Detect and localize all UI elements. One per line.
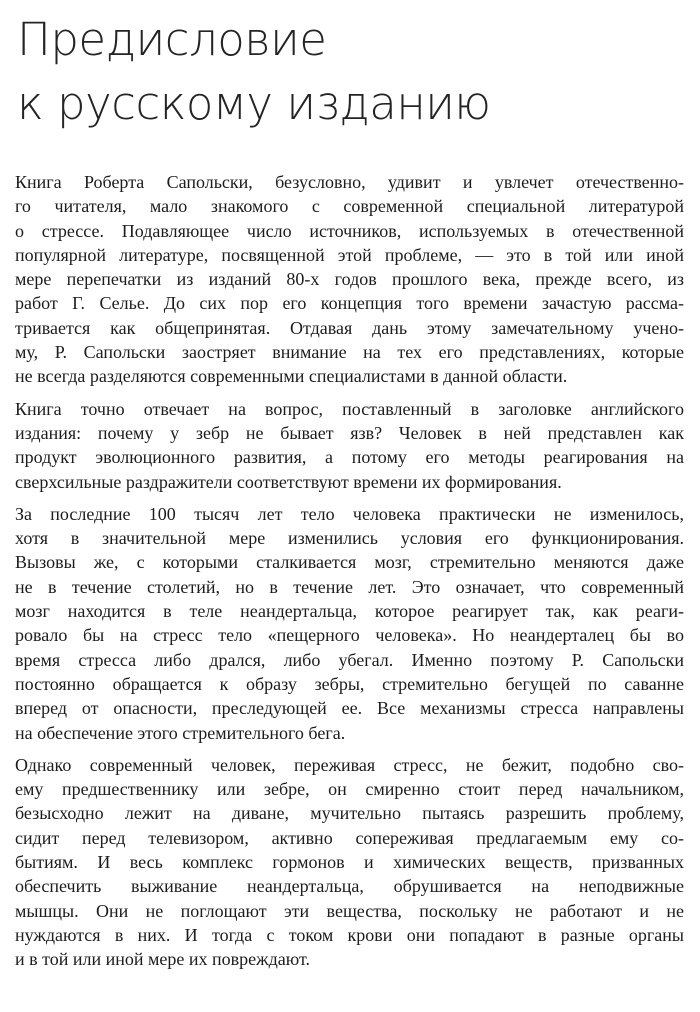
page-title [17,8,490,136]
title-line-2: к русскому изданию [17,77,491,130]
text-line: За последние 100 тысяч лет тело человека практически не изменилось, [15,503,684,524]
text-line: го читателя, мало знакомого с современной специальной литературой [15,196,684,217]
text-line: ему предшественнику или зебре, он смиренно стоит перед начальником, [15,779,684,800]
text-line: обеспечить выживание неандертальца, обрушивается на неподвижные [15,876,684,897]
text-line: Вызовы же, с которыми сталкивается мозг, стремительно меняются даже [15,552,684,573]
paragraph-2 [15,397,684,494]
text-line: му, Р. Сапольски заостряет внимание на тех его представлениях, которые [15,342,684,363]
text-line: на обеспечение этого стремительного бега. [15,722,346,743]
text-line: Книга Роберта Сапольски, безусловно, удивит и увлечет отечественно- [15,172,684,192]
text-line: издания: почему у зебр не бывает язв? Человек в ней представлен как [15,422,684,443]
text-line: время стресса либо дрался, либо убегал. Именно поэтому Р. Сапольски [15,649,684,670]
text-line: не всегда разделяются современными специалистами в данной области. [15,366,568,387]
text-line: тривается как общепринятая. Отдавая дань этому замечательному учено- [15,317,684,338]
text-line: безысходно лежит на диване, мучительно пытаясь разрешить проблему, [15,803,684,824]
text-line: Однако современный человек, переживая стресс, не бежит, подобно сво- [15,754,684,775]
text-line: ровало бы на стресс тело «пещерного человека». Но неандерталец бы во [15,625,684,646]
text-line: о стрессе. Подавляющее число источников, используемых в отечественной [15,220,684,241]
text-line: бытиям. И весь комплекс гормонов и химических веществ, призванных [15,852,684,873]
text-line: вперед от опасности, преследующей ее. Все механизмы стресса направлены [15,698,684,719]
text-line: мозг находится в теле неандертальца, которое реагирует так, как реаги- [15,601,684,622]
text-line: мере перепечатки из изданий 80-х годов прошлого века, прежде всего, из [15,269,684,290]
paragraph-1 [15,170,684,389]
text-line: сверхсильные раздражители соответствуют времени их формирования. [15,471,562,492]
title-line-1: Предисловие [17,13,327,66]
text-line: популярной литературе, посвященной этой проблеме, — это в той или иной [15,244,684,265]
text-line: сидит перед телевизором, активно сопереживая предлагаемым ему со- [15,827,684,848]
text-line: постоянно обращается к образу зебры, стремительно бегущей по саванне [15,673,684,694]
text-line: хотя в значительной мере изменились условия его функционирования. [15,528,684,549]
text-line: продукт эволюционного развития, а потому его методы реагирования на [15,447,684,468]
paragraph-4 [15,753,684,972]
text-line: Книга точно отвечает на вопрос, поставленный в заголовке английского [15,398,684,419]
body-text [15,170,684,980]
text-line: работ Г. Селье. До сих пор его концепция того времени зачастую рассма- [15,293,684,314]
text-line: и в той или иной мере их повреждают. [15,949,310,970]
paragraph-3 [15,502,684,745]
text-line: мышцы. Они не поглощают эти вещества, поскольку не работают и не [15,900,684,921]
text-line: нуждаются в них. И тогда с током крови они попадают в разные органы [15,924,684,945]
text-line: не в течение столетий, но в течение лет. Это означает, что современный [15,576,684,597]
